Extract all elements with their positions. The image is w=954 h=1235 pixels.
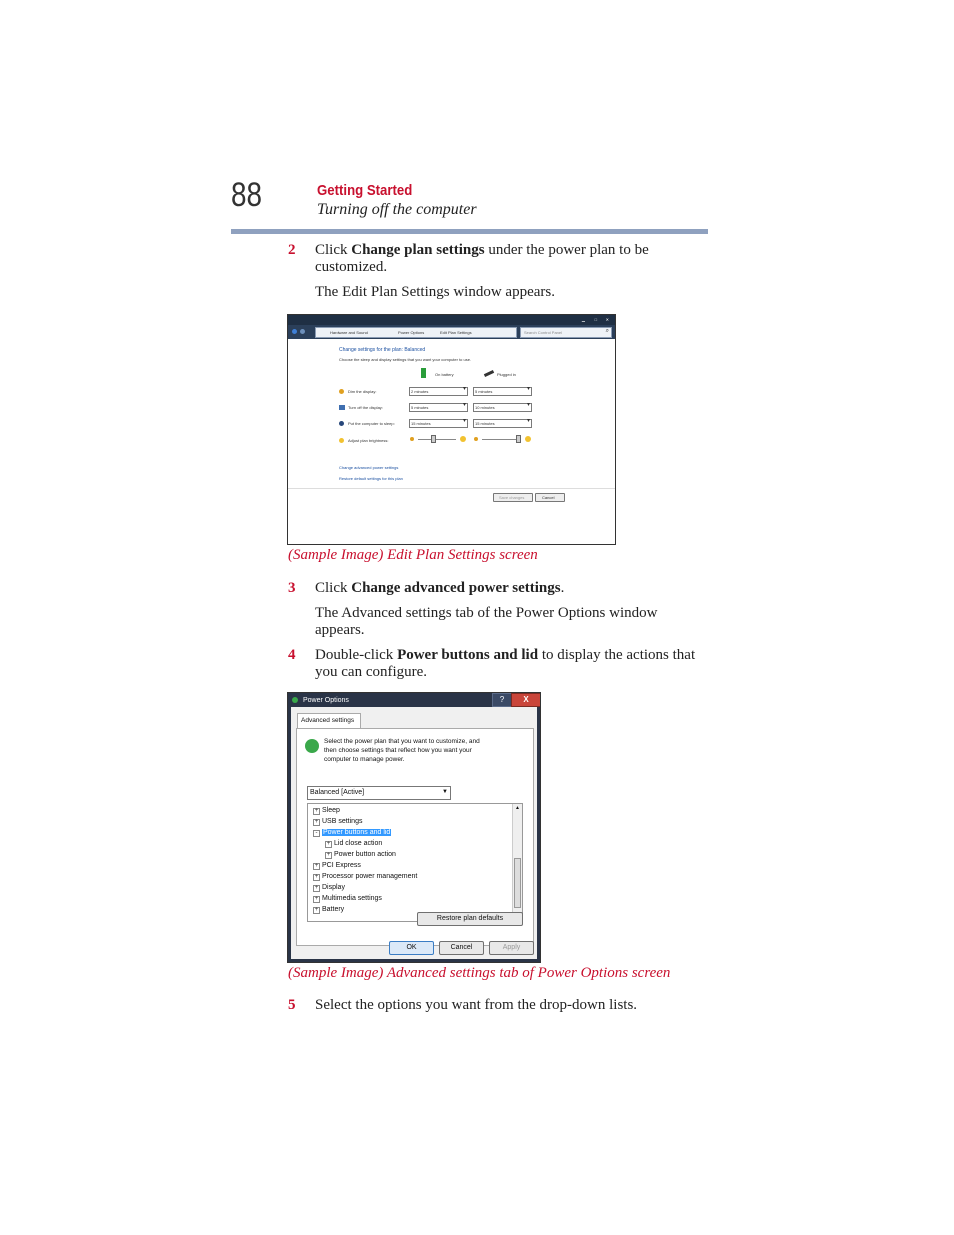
breadcrumb-edit-plan[interactable]: Edit Plan Settings [440, 330, 472, 335]
caption-shot2: (Sample Image) Advanced settings tab of Power Options screen [288, 965, 671, 981]
step-text: Click Change plan settings under the power plan to be customized. [315, 242, 649, 275]
expand-icon[interactable]: + [314, 885, 319, 891]
maximize-icon[interactable]: □ [594, 317, 597, 322]
select-value: 15 minutes [411, 421, 431, 426]
display-off-plugged-select[interactable] [473, 403, 532, 412]
forward-icon[interactable] [300, 329, 305, 334]
search-input[interactable] [520, 327, 612, 338]
tree-item[interactable]: Processor power management [322, 873, 418, 880]
plan-subheading: Choose the sleep and display settings that you want your computer to use. [339, 357, 472, 362]
col-battery: On battery [435, 372, 454, 377]
search-placeholder: Search Control Panel [524, 330, 563, 335]
tab-advanced-settings[interactable] [297, 713, 361, 728]
dim-plugged-select[interactable] [473, 387, 532, 396]
restore-defaults-link[interactable]: Restore default settings for this plan [339, 476, 403, 481]
page-number: 88 [231, 176, 263, 214]
breadcrumb-hardware[interactable]: Hardware and Sound [330, 330, 368, 335]
settings-tree[interactable] [307, 803, 523, 922]
divider [288, 488, 615, 489]
tree-item[interactable]: USB settings [322, 818, 363, 825]
step-text: Double-click Power buttons and lid to display the actions that you can configure. [315, 647, 696, 680]
button-label: Cancel [542, 495, 555, 500]
sleep-icon [339, 421, 344, 426]
scrollbar-thumb[interactable] [514, 858, 521, 908]
plan-select[interactable] [307, 786, 451, 800]
intro-line: Select the power plan that you want to customize, and [324, 738, 480, 745]
intro-line: computer to manage power. [324, 756, 405, 763]
power-options-icon [292, 697, 298, 703]
brightness-label: Adjust plan brightness: [348, 438, 389, 443]
cancel-button[interactable] [535, 493, 565, 502]
power-options-screenshot [287, 692, 541, 963]
step-number: 2 [288, 242, 296, 258]
brightness-low-icon [410, 437, 414, 441]
address-box[interactable] [315, 327, 517, 338]
step-number: 3 [288, 580, 296, 596]
help-button[interactable]: ? [492, 693, 512, 707]
expand-icon[interactable]: + [314, 896, 319, 902]
tree-item[interactable]: Power button action [334, 851, 396, 858]
dialog-body [291, 707, 537, 959]
search-icon[interactable]: ⌕ [605, 328, 609, 334]
tree-item[interactable]: Multimedia settings [322, 895, 382, 902]
row-label: Dim the display: [348, 389, 377, 394]
tab-label: Advanced settings [301, 717, 355, 724]
battery-brightness-slider[interactable] [418, 439, 456, 440]
step-text: Click Change advanced power settings. [315, 580, 565, 596]
step-note: The Edit Plan Settings window appears. [315, 284, 555, 300]
tree-item-selected[interactable]: Power buttons and lid [323, 829, 391, 836]
expand-icon[interactable]: + [314, 874, 319, 880]
restore-plan-defaults-button[interactable]: Restore plan defaults [417, 912, 523, 926]
change-advanced-link[interactable]: Change advanced power settings [339, 465, 399, 470]
display-off-icon [339, 405, 345, 410]
window-title: Power Options [303, 697, 349, 704]
edit-plan-settings-screenshot [287, 314, 616, 545]
ok-button[interactable]: OK [389, 941, 434, 955]
tree-item[interactable]: Display [322, 884, 345, 891]
tree-item[interactable]: Battery [322, 906, 345, 913]
brightness-high-icon [525, 436, 531, 442]
dim-battery-select[interactable] [409, 387, 468, 396]
step-number: 5 [288, 997, 296, 1013]
minimize-icon[interactable]: ▁ [581, 317, 585, 322]
intro-line: then choose settings that reflect how you want your [324, 747, 472, 754]
tree-item[interactable]: PCI Express [322, 862, 361, 869]
select-value: 10 minutes [475, 405, 495, 410]
expand-icon[interactable]: + [314, 863, 319, 869]
row-label: Turn off the display: [348, 405, 383, 410]
chevron-down-icon[interactable]: ▼ [442, 789, 448, 795]
select-value: 5 minutes [411, 405, 429, 410]
header-rule [231, 229, 708, 234]
tree-item[interactable]: Sleep [322, 807, 340, 814]
plugged-brightness-slider[interactable] [482, 439, 520, 440]
expand-icon[interactable]: + [314, 808, 319, 814]
back-icon[interactable] [292, 329, 297, 334]
power-plan-icon [305, 739, 319, 753]
step-note: The Advanced settings tab of the Power Options window appears. [315, 605, 658, 638]
battery-brightness-thumb[interactable] [431, 435, 436, 443]
collapse-icon[interactable]: - [313, 830, 320, 837]
breadcrumb-power-options[interactable]: Power Options [398, 330, 425, 335]
brightness-icon [339, 438, 344, 443]
row-label: Put the computer to sleep: [348, 421, 395, 426]
brightness-low-icon [474, 437, 478, 441]
expand-icon[interactable]: + [326, 852, 331, 858]
close-icon[interactable]: ✕ [605, 317, 609, 322]
select-value: 2 minutes [411, 389, 429, 394]
col-plugged: Plugged in [497, 372, 516, 377]
dim-display-icon [339, 389, 344, 394]
battery-icon [421, 368, 426, 378]
expand-icon[interactable]: + [314, 819, 319, 825]
close-button[interactable]: X [511, 693, 541, 707]
select-value: 15 minutes [475, 421, 495, 426]
expand-icon[interactable]: + [326, 841, 331, 847]
display-off-battery-select[interactable] [409, 403, 468, 412]
caption-shot1: (Sample Image) Edit Plan Settings screen [288, 547, 538, 563]
save-changes-button[interactable] [493, 493, 533, 502]
scroll-up-icon[interactable]: ▲ [515, 805, 520, 811]
select-value: 5 minutes [475, 389, 493, 394]
sleep-plugged-select[interactable] [473, 419, 532, 428]
tree-item[interactable]: Lid close action [334, 840, 383, 847]
cancel-button[interactable]: Cancel [439, 941, 484, 955]
section-title: Turning off the computer [317, 201, 477, 218]
step-text: Select the options you want from the drop-down lists. [315, 997, 638, 1013]
step-number: 4 [288, 647, 296, 663]
chapter-title: Getting Started [317, 182, 413, 199]
expand-icon[interactable]: + [314, 907, 319, 913]
select-value: Balanced [Active] [310, 789, 365, 796]
plugged-brightness-thumb[interactable] [516, 435, 521, 443]
tree-scrollbar[interactable] [512, 804, 522, 921]
plug-icon [484, 370, 494, 377]
window-titlebar [288, 315, 615, 325]
sleep-battery-select[interactable] [409, 419, 468, 428]
brightness-high-icon [460, 436, 466, 442]
button-label: Save changes [499, 495, 525, 500]
apply-button[interactable]: Apply [489, 941, 534, 955]
plan-heading: Change settings for the plan: Balanced [339, 347, 426, 353]
